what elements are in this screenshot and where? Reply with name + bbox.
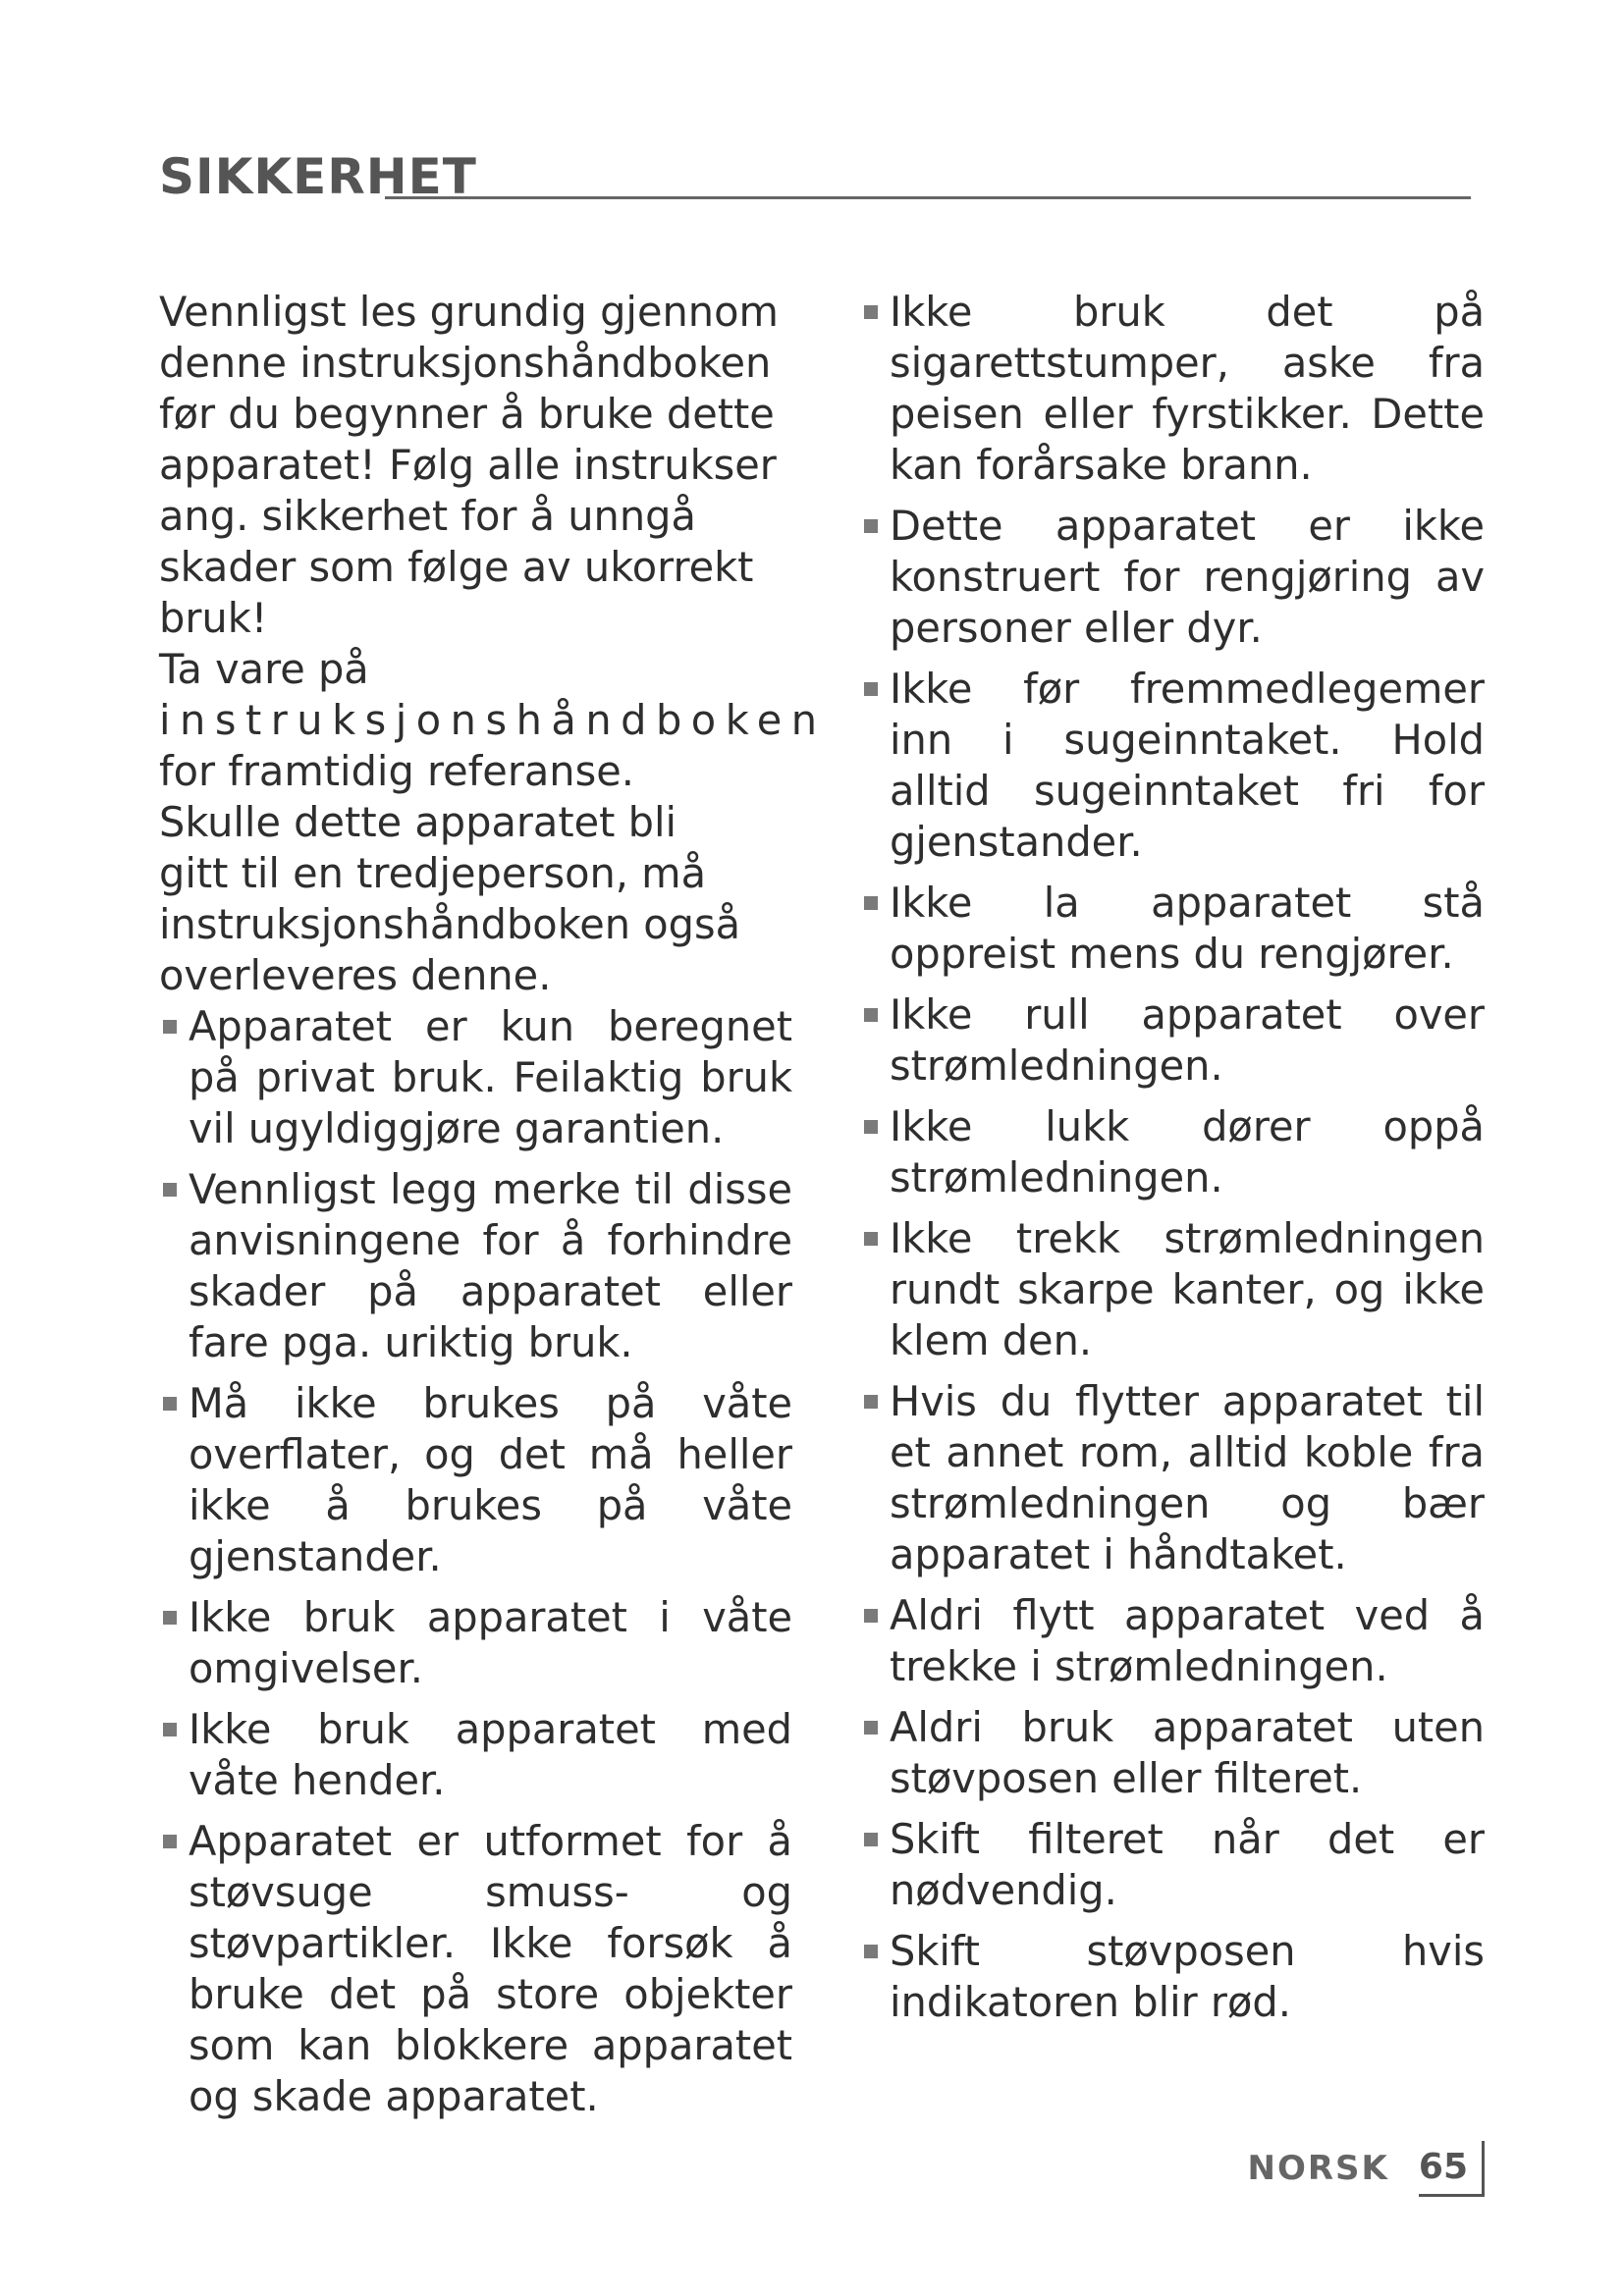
list-item-text: Hvis du flytter apparatet til et annet rom, alltid koble fra strømledningen og bær apparatet i håndtaket. xyxy=(890,1377,1485,1578)
square-bullet-icon xyxy=(864,1833,878,1846)
square-bullet-icon xyxy=(163,1183,177,1197)
intro-line: overleveres denne. xyxy=(159,951,552,999)
list-item xyxy=(159,1001,792,1154)
list-item-text: Aldri flytt apparatet ved å trekke i strømledningen. xyxy=(890,1591,1485,1690)
page-header xyxy=(159,147,1471,206)
list-item-text: Dette apparatet er ikke konstruert for rengjøring av personer eller dyr. xyxy=(890,502,1485,652)
list-item xyxy=(159,1704,792,1806)
intro-line: før du begynner å bruke dette xyxy=(159,390,775,438)
list-item-text: Ikke bruk apparatet med våte hender. xyxy=(189,1705,792,1804)
square-bullet-icon xyxy=(864,1609,878,1623)
safety-list-left xyxy=(159,1001,792,2122)
list-item xyxy=(860,1926,1485,2028)
left-column xyxy=(159,287,827,2132)
right-column xyxy=(860,287,1485,2038)
square-bullet-icon xyxy=(163,1835,177,1848)
list-item-text: Ikke rull apparatet over strømledningen. xyxy=(890,990,1485,1090)
intro-line: denne instruksjonshåndboken xyxy=(159,339,772,387)
list-item-text: Ikke før fremmedlegemer inn i sugeinntaket. Hold alltid sugeinntaket fri for gjenstander. xyxy=(890,665,1485,866)
list-item xyxy=(159,1816,792,2122)
intro-line: Vennligst les grundig gjennom xyxy=(159,288,779,336)
square-bullet-icon xyxy=(864,305,878,319)
square-bullet-icon xyxy=(864,1120,878,1134)
square-bullet-icon xyxy=(864,1945,878,1958)
list-item-text: Apparatet er kun beregnet på privat bruk. Feilaktig bruk vil ugyldiggjøre garantien. xyxy=(189,1002,792,1152)
list-item xyxy=(159,1164,792,1368)
list-item-text: Ikke trekk strømledningen rundt skarpe kanter, og ikke klem den. xyxy=(890,1214,1485,1364)
square-bullet-icon xyxy=(864,1721,878,1735)
intro-line: for framtidig referanse. xyxy=(159,747,634,795)
list-item xyxy=(860,1814,1485,1916)
list-item-text: Apparatet er utformet for å støvsuge smuss- og støvpartikler. Ikke forsøk å bruke det på store objekter som kan blokkere apparatet og skade apparatet. xyxy=(189,1817,792,2120)
list-item-text: Skift støvposen hvis indikatoren blir rød. xyxy=(890,1927,1485,2026)
list-item xyxy=(860,989,1485,1092)
list-item-text: Skift filteret når det er nødvendig. xyxy=(890,1815,1485,1914)
list-item xyxy=(860,1702,1485,1804)
square-bullet-icon xyxy=(163,1020,177,1034)
square-bullet-icon xyxy=(163,1397,177,1411)
square-bullet-icon xyxy=(163,1723,177,1736)
list-item-text: Ikke lukk dører oppå strømledningen. xyxy=(890,1102,1485,1201)
intro-line: Ta vare på xyxy=(159,645,369,693)
list-item xyxy=(860,878,1485,980)
list-item-text: Må ikke brukes på våte overflater, og det må heller ikke å brukes på våte gjenstander. xyxy=(189,1379,792,1580)
safety-list-right xyxy=(860,287,1485,2028)
list-item xyxy=(860,1213,1485,1366)
square-bullet-icon xyxy=(163,1611,177,1625)
page-number: 65 xyxy=(1419,2141,1485,2197)
square-bullet-icon xyxy=(864,1232,878,1246)
section-title: SIKKERHET xyxy=(159,148,477,205)
page-footer xyxy=(1248,2138,1485,2199)
square-bullet-icon xyxy=(864,896,878,910)
intro-line: gitt til en tredjeperson, må xyxy=(159,849,707,897)
intro-line: apparatet! Følg alle instrukser xyxy=(159,441,777,489)
list-item xyxy=(860,664,1485,868)
list-item xyxy=(860,1590,1485,1692)
intro-line: skader som følge av ukorrekt xyxy=(159,543,754,591)
square-bullet-icon xyxy=(864,1008,878,1022)
list-item xyxy=(860,287,1485,491)
list-item-text: Ikke bruk det på sigarettstumper, aske fra peisen eller fyrstikker. Dette kan forårsake brann. xyxy=(890,288,1485,489)
intro-paragraph xyxy=(159,287,827,1001)
list-item xyxy=(159,1592,792,1694)
list-item-text: Ikke la apparatet stå oppreist mens du rengjører. xyxy=(890,879,1485,978)
square-bullet-icon xyxy=(864,519,878,533)
square-bullet-icon xyxy=(864,1395,878,1409)
intro-line: bruk! xyxy=(159,594,268,642)
list-item xyxy=(860,1376,1485,1580)
list-item-text: Ikke bruk apparatet i våte omgivelser. xyxy=(189,1593,792,1692)
intro-line: instruksjonshåndboken også xyxy=(159,900,741,948)
square-bullet-icon xyxy=(864,682,878,696)
list-item xyxy=(860,1101,1485,1203)
list-item xyxy=(159,1378,792,1582)
list-item xyxy=(860,501,1485,654)
intro-line: instruksjonshåndboken xyxy=(159,696,827,744)
list-item-text: Vennligst legg merke til disse anvisningene for å forhindre skader på apparatet eller fare pga. uriktig bruk. xyxy=(189,1165,792,1366)
title-underline xyxy=(385,196,1471,199)
intro-line: Skulle dette apparatet bli xyxy=(159,798,677,846)
footer-language: NORSK xyxy=(1247,2149,1389,2188)
list-item-text: Aldri bruk apparatet uten støvposen eller filteret. xyxy=(890,1703,1485,1802)
intro-line: ang. sikkerhet for å unngå xyxy=(159,492,696,540)
